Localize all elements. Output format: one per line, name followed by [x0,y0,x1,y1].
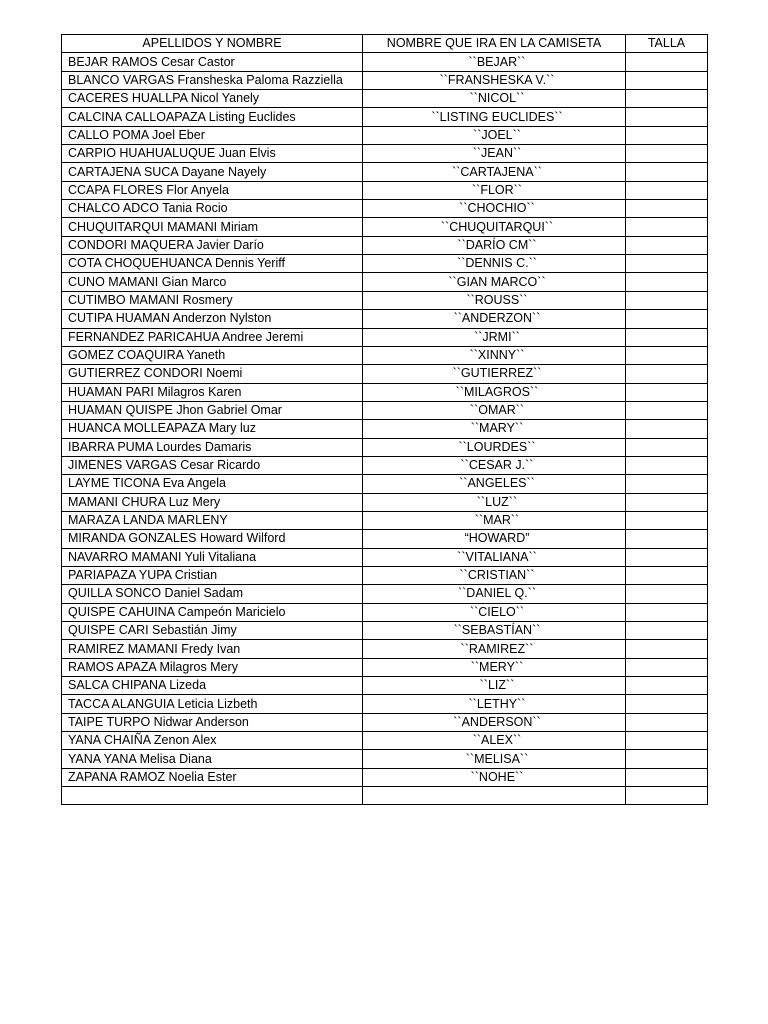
shirt-name-cell: ``MERY`` [363,658,626,676]
name-cell: CUTIPA HUAMAN Anderzon Nylston [62,310,363,328]
table-row [62,108,708,126]
size-cell [626,163,708,181]
name-cell: BLANCO VARGAS Fransheska Paloma Razziella [62,71,363,89]
table-row [62,456,708,474]
table-row [62,310,708,328]
shirt-name-cell: ``DARÍO CM`` [363,236,626,254]
shirt-name-cell: ``CHOCHIO`` [363,200,626,218]
size-cell [626,438,708,456]
name-cell: CACERES HUALLPA Nicol Yanely [62,90,363,108]
shirt-name-cell: ``NICOL`` [363,90,626,108]
size-cell [626,236,708,254]
header-shirt-name: NOMBRE QUE IRA EN LA CAMISETA [363,35,626,53]
table-row [62,145,708,163]
shirt-name-cell: ``FLOR`` [363,181,626,199]
shirt-name-cell: ``JEAN`` [363,145,626,163]
name-cell: IBARRA PUMA Lourdes Damaris [62,438,363,456]
size-cell [626,291,708,309]
table-row [62,90,708,108]
shirt-name-cell: ``MELISA`` [363,750,626,768]
shirt-name-cell: ``FRANSHESKA V.`` [363,71,626,89]
size-cell [626,603,708,621]
size-cell [626,732,708,750]
table-row [62,530,708,548]
size-cell [626,677,708,695]
size-cell [626,548,708,566]
shirt-name-cell: ``LUZ`` [363,493,626,511]
shirt-name-cell: ``LISTING EUCLIDES`` [363,108,626,126]
name-cell: TAIPE TURPO Nidwar Anderson [62,713,363,731]
size-cell [626,750,708,768]
size-cell [626,585,708,603]
table-row [62,493,708,511]
shirt-name-cell: ``DANIEL Q.`` [363,585,626,603]
size-cell [626,328,708,346]
table-row [62,475,708,493]
name-cell: GUTIERREZ CONDORI Noemi [62,365,363,383]
name-cell: QUISPE CARI Sebastián Jimy [62,622,363,640]
table-row [62,750,708,768]
shirt-name-cell: ``ROUSS`` [363,291,626,309]
shirt-name-cell: ``JOEL`` [363,126,626,144]
size-cell [626,145,708,163]
shirt-name-cell: ``RAMIREZ`` [363,640,626,658]
name-cell: RAMIREZ MAMANI Fredy Ivan [62,640,363,658]
name-cell: HUANCA MOLLEAPAZA Mary luz [62,420,363,438]
shirt-name-cell: ``GIAN MARCO`` [363,273,626,291]
size-cell [626,456,708,474]
header-row [62,35,708,53]
table-row [62,511,708,529]
table-row [62,658,708,676]
name-cell: CALLO POMA Joel Eber [62,126,363,144]
shirt-name-cell: ``VITALIANA`` [363,548,626,566]
name-cell: PARIAPAZA YUPA Cristian [62,566,363,584]
shirt-name-cell: ``MILAGROS`` [363,383,626,401]
shirt-name-cell: ``CRISTIAN`` [363,566,626,584]
size-cell [626,768,708,786]
name-cell: GOMEZ COAQUIRA Yaneth [62,346,363,364]
table-row [62,548,708,566]
shirt-name-cell: ``CARTAJENA`` [363,163,626,181]
table-row [62,420,708,438]
size-cell [626,401,708,419]
name-cell: CARTAJENA SUCA Dayane Nayely [62,163,363,181]
table-row [62,438,708,456]
shirt-name-cell: ``DENNIS C.`` [363,255,626,273]
size-cell [626,511,708,529]
header-name: APELLIDOS Y NOMBRE [62,35,363,53]
name-cell: HUAMAN PARI Milagros Karen [62,383,363,401]
table-row [62,603,708,621]
table-row [62,401,708,419]
name-cell: CHALCO ADCO Tania Rocio [62,200,363,218]
size-cell [626,622,708,640]
name-cell [62,787,363,805]
table-row [62,218,708,236]
table-row [62,383,708,401]
name-cell: NAVARRO MAMANI Yuli Vitaliana [62,548,363,566]
table-row [62,365,708,383]
size-cell [626,71,708,89]
shirt-name-cell: ``NOHE`` [363,768,626,786]
name-cell: CONDORI MAQUERA Javier Darío [62,236,363,254]
shirt-name-cell: ``SEBASTÍAN`` [363,622,626,640]
shirt-name-cell: ``CHUQUITARQUI`` [363,218,626,236]
shirt-name-cell: “HOWARD” [363,530,626,548]
table-row [62,585,708,603]
name-cell: HUAMAN QUISPE Jhon Gabriel Omar [62,401,363,419]
size-cell [626,200,708,218]
name-cell: ZAPANA RAMOZ Noelia Ester [62,768,363,786]
name-cell: MARAZA LANDA MARLENY [62,511,363,529]
size-cell [626,218,708,236]
size-cell [626,530,708,548]
name-cell: JIMENES VARGAS Cesar Ricardo [62,456,363,474]
name-cell: BEJAR RAMOS Cesar Castor [62,53,363,71]
shirt-name-cell: ``LOURDES`` [363,438,626,456]
name-cell: CARPIO HUAHUALUQUE Juan Elvis [62,145,363,163]
name-cell: QUILLA SONCO Daniel Sadam [62,585,363,603]
table-row [62,566,708,584]
table-row [62,236,708,254]
size-cell [626,346,708,364]
table-row [62,768,708,786]
shirt-name-cell: ``BEJAR`` [363,53,626,71]
size-cell [626,255,708,273]
table-row [62,732,708,750]
shirt-name-cell: ``CESAR J.`` [363,456,626,474]
shirt-name-cell: ``ALEX`` [363,732,626,750]
shirt-name-cell: ``CIELO`` [363,603,626,621]
table-row [62,640,708,658]
name-cell: CUNO MAMANI Gian Marco [62,273,363,291]
size-cell [626,126,708,144]
table-row [62,677,708,695]
shirt-name-cell: ``MARY`` [363,420,626,438]
name-cell: FERNANDEZ PARICAHUA Andree Jeremi [62,328,363,346]
name-cell: SALCA CHIPANA Lizeda [62,677,363,695]
table-row [62,273,708,291]
name-cell: CCAPA FLORES Flor Anyela [62,181,363,199]
table-row [62,200,708,218]
table-row [62,255,708,273]
table-row [62,713,708,731]
shirt-name-cell: ``LIZ`` [363,677,626,695]
size-cell [626,658,708,676]
size-cell [626,420,708,438]
name-cell: CUTIMBO MAMANI Rosmery [62,291,363,309]
size-cell [626,713,708,731]
table-row [62,181,708,199]
shirt-name-cell [363,787,626,805]
table-row [62,163,708,181]
name-cell: TACCA ALANGUIA Leticia Lizbeth [62,695,363,713]
shirt-name-cell: ``ANDERZON`` [363,310,626,328]
table-row [62,291,708,309]
name-cell: YANA CHAIÑA Zenon Alex [62,732,363,750]
name-cell: QUISPE CAHUINA Campeón Maricielo [62,603,363,621]
table-row [62,328,708,346]
size-cell [626,181,708,199]
header-size: TALLA [626,35,708,53]
size-cell [626,383,708,401]
size-cell [626,90,708,108]
name-cell: COTA CHOQUEHUANCA Dennis Yeriff [62,255,363,273]
size-cell [626,310,708,328]
shirt-name-cell: ``JRMI`` [363,328,626,346]
table-row [62,695,708,713]
size-cell [626,566,708,584]
shirt-name-cell: ``MAR`` [363,511,626,529]
shirt-name-cell: ``ANGELES`` [363,475,626,493]
size-cell [626,695,708,713]
roster-body [62,53,708,805]
size-cell [626,53,708,71]
size-cell [626,365,708,383]
size-cell [626,787,708,805]
table-row [62,622,708,640]
name-cell: YANA YANA Melisa Diana [62,750,363,768]
table-row [62,71,708,89]
roster-table [61,34,708,805]
table-row [62,126,708,144]
name-cell: MAMANI CHURA Luz Mery [62,493,363,511]
shirt-name-cell: ``XINNY`` [363,346,626,364]
size-cell [626,640,708,658]
size-cell [626,475,708,493]
shirt-name-cell: ``ANDERSON`` [363,713,626,731]
table-row [62,53,708,71]
size-cell [626,493,708,511]
name-cell: CALCINA CALLOAPAZA Listing Euclides [62,108,363,126]
name-cell: MIRANDA GONZALES Howard Wilford [62,530,363,548]
name-cell: LAYME TICONA Eva Angela [62,475,363,493]
shirt-name-cell: ``OMAR`` [363,401,626,419]
table-row [62,787,708,805]
table-row [62,346,708,364]
size-cell [626,108,708,126]
shirt-name-cell: ``GUTIERREZ`` [363,365,626,383]
name-cell: RAMOS APAZA Milagros Mery [62,658,363,676]
shirt-name-cell: ``LETHY`` [363,695,626,713]
name-cell: CHUQUITARQUI MAMANI Miriam [62,218,363,236]
size-cell [626,273,708,291]
